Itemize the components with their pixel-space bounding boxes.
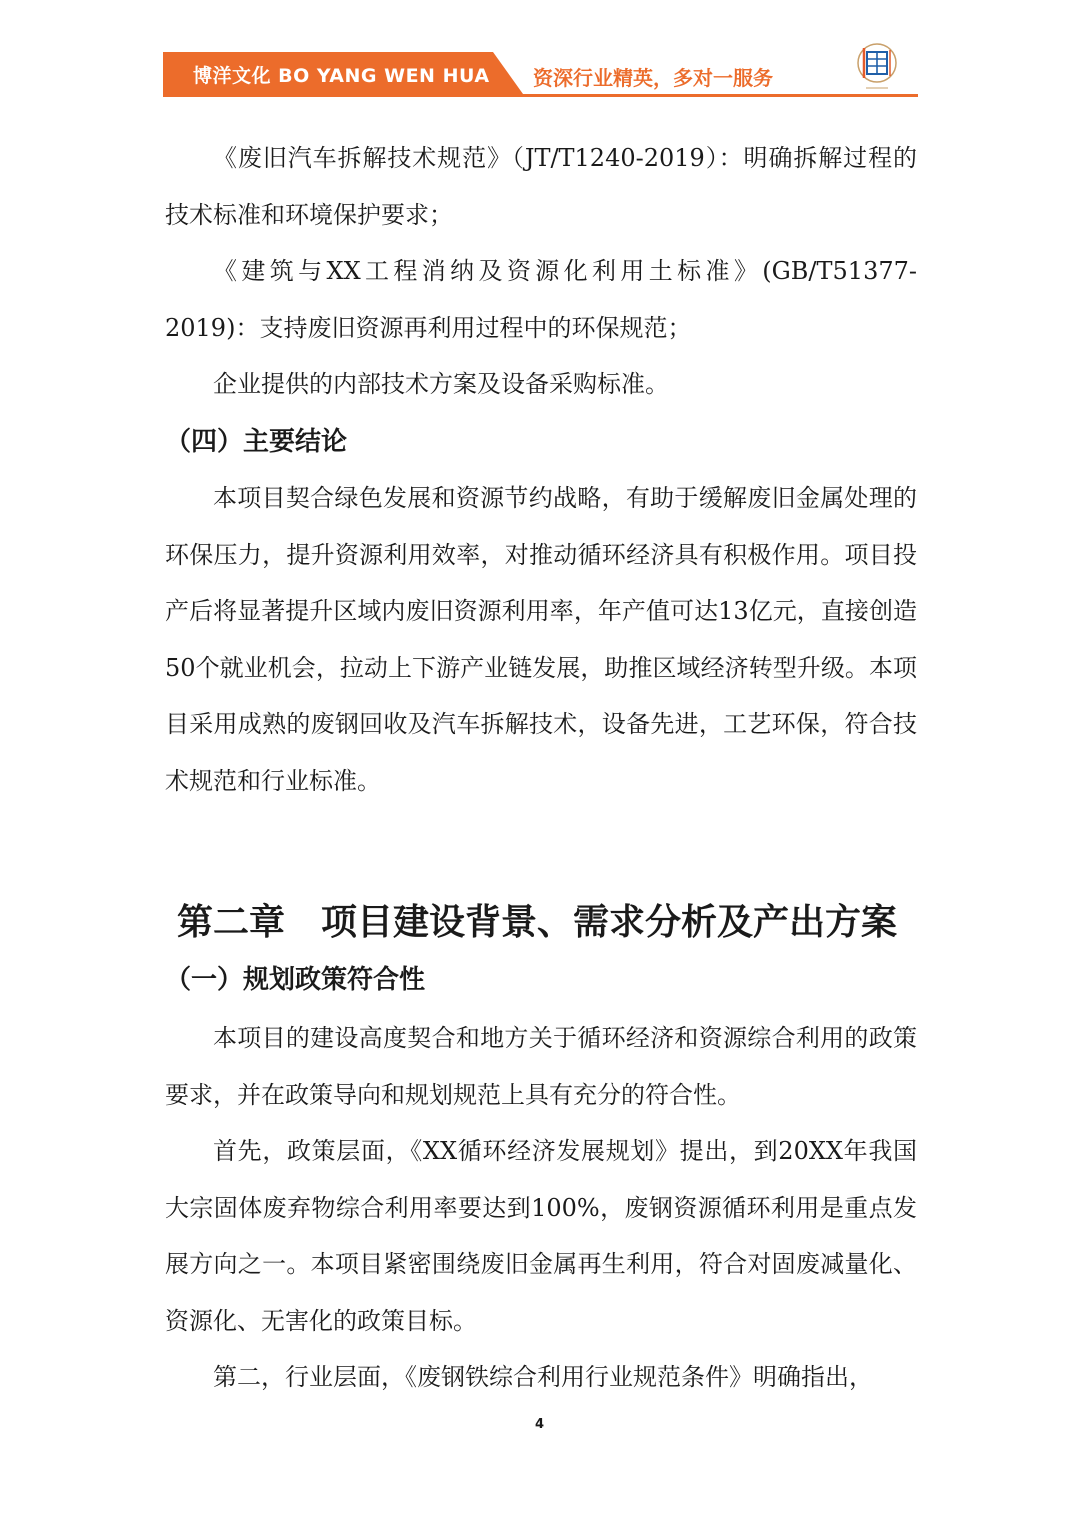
paragraph-conclusion: 本项目契合绿色发展和资源节约战略，有助于缓解废旧金属处理的环保压力，提升资源利用效率，对推动循环经济具有积极作用。项目投产后将显著提升区域内废旧资源利用率，年产值可达13亿元，直接创造50个就业机会，拉动上下游产业链发展，助推区域经济转型升级。本项目采用成熟的废钢回收及汽车拆解技术，设备先进，工艺环保，符合技术规范和行业标准。 (165, 484, 917, 795)
page-header (163, 52, 918, 96)
section-heading-policy: （一）规划政策符合性 (165, 965, 426, 995)
paragraph-policy-first: 首先，政策层面，《XX循环经济发展规划》提出，到20XX年我国大宗固体废弃物综合利用率要达到100%，废钢资源循环利用是重点发展方向之一。本项目紧密围绕废旧金属再生利用，符合对固废减量化、资源化、无害化的政策目标。 (165, 1137, 917, 1335)
paragraph-standard-vehicle-dismantling: 《废旧汽车拆解技术规范》（JT/T1240-2019）：明确拆解过程的技术标准和环境保护要求； (165, 144, 917, 229)
header-slogan: 资深行业精英，多对一服务 (533, 66, 773, 90)
boyang-logo-icon (856, 42, 898, 92)
section-heading-conclusion: （四）主要结论 (165, 427, 348, 457)
paragraph-policy-second: 第二，行业层面，《废钢铁综合利用行业规范条件》明确指出， (213, 1363, 873, 1391)
page-number: 4 (534, 1417, 545, 1432)
paragraph-standard-construction-waste: 《建筑与XX工程消纳及资源化利用土标准》(GB/T51377-2019)：支持废旧资源再利用过程中的环保规范； (165, 257, 917, 342)
chapter-title: 第二章 项目建设背景、需求分析及产出方案 (177, 901, 898, 943)
header-divider (163, 94, 918, 97)
brand-name: 博洋文化 BO YANG WEN HUA (193, 65, 490, 87)
paragraph-policy-intro: 本项目的建设高度契合和地方关于循环经济和资源综合利用的政策要求，并在政策导向和规划规范上具有充分的符合性。 (165, 1024, 917, 1109)
paragraph-internal-standards: 企业提供的内部技术方案及设备采购标准。 (213, 370, 669, 398)
